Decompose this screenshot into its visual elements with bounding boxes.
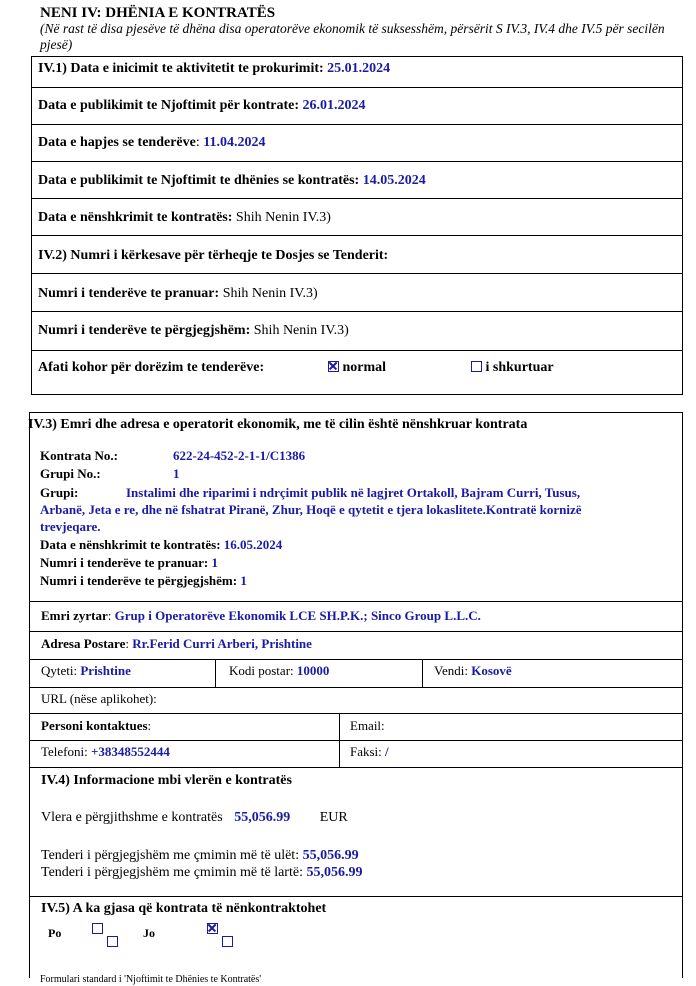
currency: EUR [319, 810, 348, 825]
city-value: Prishtine [80, 663, 131, 678]
initiation-date-value: 25.01.2024 [327, 61, 391, 76]
opening-date-row: Data e hapjes se tenderëve: 11.04.2024 [38, 135, 266, 150]
url-label: URL (nëse aplikohet): [41, 691, 157, 706]
publication-date-value: 26.01.2024 [302, 98, 366, 113]
city-cell: Qyteti: Prishtine [41, 663, 131, 678]
total-value-row: Vlera e përgjithshme e kontratës 55,056.99 EUR [41, 810, 348, 825]
accepted-count-value: 1 [211, 555, 218, 570]
award-notice-date-row: Data e publikimit te Njoftimit te dhënies se kontratës: 14.05.2024 [38, 173, 426, 188]
initiation-date-row: IV.1) Data e inicimit te aktivitetit te prokurimit: 25.01.2024 [38, 61, 391, 76]
withdrawal-requests-row: IV.2) Numri i kërkesave për tërheqje te Dosjes se Tenderit: [38, 248, 389, 263]
responsive-tenders-row: Numri i tenderëve te përgjegjshëm: Shih Nenin IV.3) [38, 323, 349, 338]
award-notice-date-value: 14.05.2024 [362, 173, 426, 188]
group-description-line1: Instalimi dhe riparimi i ndrçimit publik në lagjret Ortakoll, Bajram Curri, Tusus, [126, 485, 581, 500]
contract-sign-date-value: 16.05.2024 [223, 537, 283, 552]
postal-code-cell: Kodi postar: 10000 [229, 663, 330, 678]
empty-checkbox-icon[interactable] [92, 923, 103, 934]
postal-code-value: 10000 [296, 663, 330, 678]
accepted-tenders-row: Numri i tenderëve te pranuar: Shih Nenin IV.3) [38, 286, 318, 301]
group-no-label: Grupi No.: [40, 466, 101, 481]
signing-date-row: Data e nënshkrimit te kontratës: Shih Nenin IV.3) [38, 210, 331, 225]
fax-cell: Faksi: / [350, 744, 389, 759]
responsive-count-row: Numri i tenderëve te përgjegjshëm: 1 [40, 573, 247, 588]
contract-no-row: Kontrata No.: [40, 448, 118, 463]
contract-no-value: 622-24-452-2-1-1/C1386 [173, 448, 306, 463]
official-name-row: Emri zyrtar: Grup i Operatorëve Ekonomik LCE SH.P.K.; Sinco Group L.L.C. [41, 608, 481, 623]
lowest-price-value: 55,056.99 [302, 848, 359, 863]
lowest-price-row: Tenderi i përgjegjshëm me çmimin më të ulët: 55,056.99 [41, 848, 359, 863]
contact-person-cell: Personi kontaktues: [41, 718, 152, 733]
opening-date-value: 11.04.2024 [203, 135, 266, 150]
deadline-short-option[interactable]: i shkurtuar [471, 359, 554, 376]
country-cell: Vendi: Kosovë [434, 663, 512, 678]
group-description-line2: Arbanë, Jeta e re, dhe në fshatrat Piranë, Zhur, Hoqë e qytetit e tjera lokaslitete.Kontratë kornizë [40, 502, 582, 517]
empty-checkbox-icon[interactable] [222, 936, 233, 947]
email-label: Email: [350, 718, 385, 733]
contract-sign-date-row: Data e nënshkrimit te kontratës: 16.05.2024 [40, 537, 283, 552]
postal-address-value: Rr.Ferid Curri Arberi, Prishtine [132, 636, 312, 651]
yes-checkbox-icon[interactable] [107, 936, 118, 947]
official-name-value: Grup i Operatorëve Ekonomik LCE SH.P.K.; Sinco Group L.L.C. [114, 608, 481, 623]
phone-cell: Telefoni: +38348552444 [41, 744, 170, 759]
value-heading: IV.4) Informacione mbi vlerën e kontratës [41, 773, 292, 788]
country-value: Kosovë [471, 663, 512, 678]
group-no-value: 1 [173, 466, 180, 481]
fax-value: / [385, 744, 389, 759]
subcontract-yes-label: Po [48, 926, 62, 940]
publication-date-row: Data e publikimit te Njoftimit për kontrate: 26.01.2024 [38, 98, 366, 113]
highest-price-row: Tenderi i përgjegjshëm me çmimin më të lartë: 55,056.99 [41, 865, 363, 880]
highest-price-value: 55,056.99 [306, 865, 363, 880]
page-footer: Formulari standard i 'Njoftimit te Dhënies te Kontratës' [40, 974, 262, 985]
deadline-normal-option[interactable]: normal [328, 359, 386, 376]
checked-box-icon[interactable] [207, 923, 218, 934]
phone-value: +38348552444 [91, 744, 170, 759]
total-value: 55,056.99 [234, 810, 291, 825]
signing-date-value: Shih Nenin IV.3) [235, 210, 331, 225]
postal-address-row: Adresa Postare: Rr.Ferid Curri Arberi, Prishtine [41, 636, 312, 651]
section-title: NENI IV: DHËNIA E KONTRATËS [40, 5, 276, 21]
accepted-tenders-value: Shih Nenin IV.3) [222, 286, 318, 301]
accepted-count-row: Numri i tenderëve te pranuar: 1 [40, 555, 218, 570]
section-note: (Në rast të disa pjesëve të dhëna disa operatorëve ekonomik të suksesshëm, përsërit S IV.3, IV.4 dhe IV.5 për secilën pjesë) [40, 21, 665, 52]
contractor-heading: IV.3) Emri dhe adresa e operatorit ekonomik, me të cilin është nënshkruar kontrata [28, 417, 528, 432]
empty-checkbox-icon[interactable] [471, 361, 482, 372]
responsive-count-value: 1 [240, 573, 247, 588]
deadline-label: Afati kohor për dorëzim te tenderëve: [38, 360, 265, 375]
responsive-tenders-value: Shih Nenin IV.3) [253, 323, 349, 338]
subcontract-heading: IV.5) A ka gjasa që kontrata të nënkontraktohet [41, 901, 327, 916]
group-label: Grupi: [40, 485, 79, 500]
checked-box-icon[interactable] [328, 361, 339, 372]
subcontract-no-label: Jo [143, 926, 155, 940]
group-description-line3: trevjeqare. [40, 519, 101, 534]
